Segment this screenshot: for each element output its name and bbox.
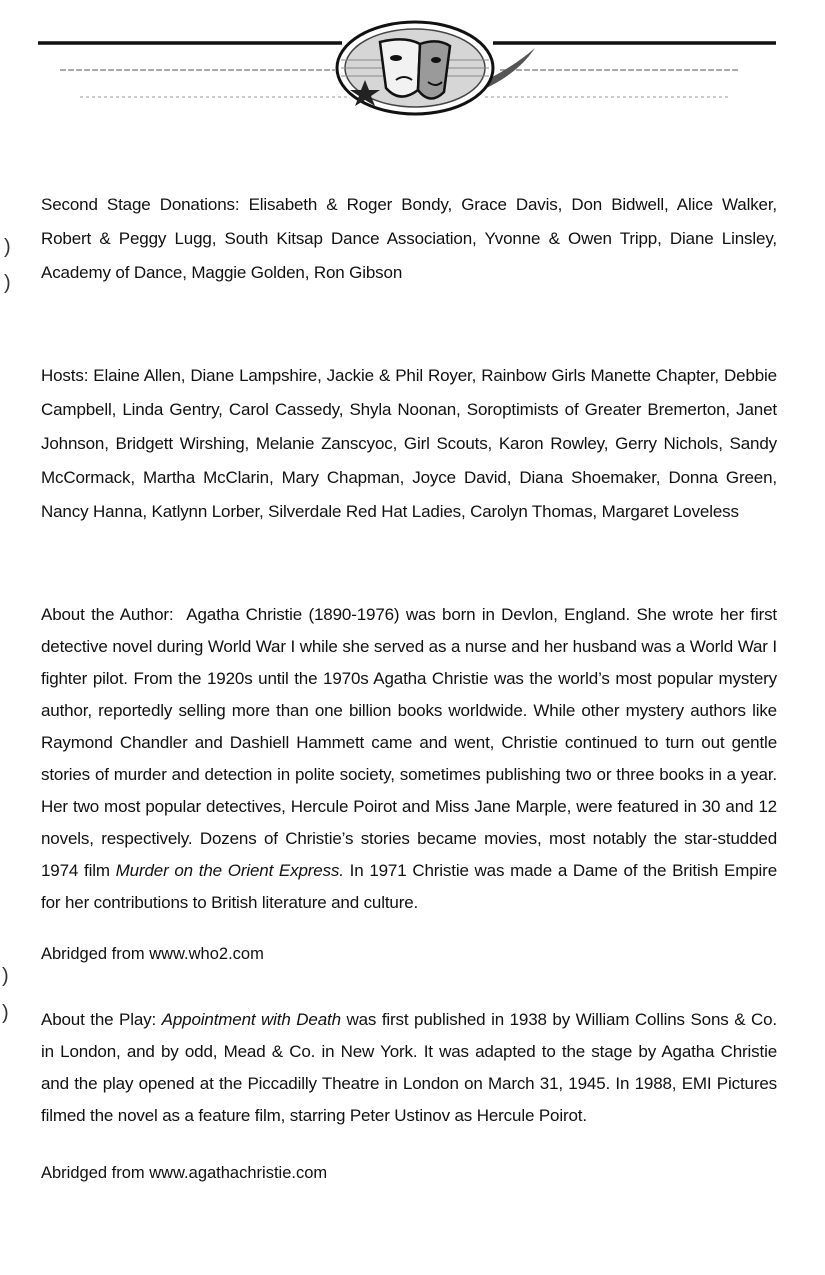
- margin-mark: ): [2, 1002, 9, 1024]
- hosts-paragraph: [41, 359, 777, 529]
- margin-mark: ): [2, 965, 9, 987]
- author-label: About the Author:: [41, 605, 174, 624]
- author-source: Abridged from www.who2.com: [41, 945, 264, 963]
- hosts-text: Elaine Allen, Diane Lampshire, Jackie & Phil Royer, Rainbow Girls Manette Chapter, Debbie Campbell, Linda Gentry, Carol Cassedy, Shyla Noonan, Soroptimists of Greater Bremerton, Janet Johnson, Bridgett Wirshing, Melanie Zanscyoc, Girl Scouts, Karon Rowley, Gerry Nichols, Sandy McCormack, Martha McClarin, Mary Chapman, Joyce David, Diana Shoemaker, Donna Green, Nancy Hanna, Katlynn Lorber, Silverdale Red Hat Ladies, Carolyn Thomas, Margaret Loveless: [41, 366, 777, 521]
- author-name: Agatha Christie: [186, 605, 303, 624]
- donations-paragraph: [41, 188, 777, 290]
- play-label: About the Play:: [41, 1010, 157, 1029]
- margin-mark: ): [4, 236, 11, 258]
- film-title: Murder on the Orient Express.: [115, 861, 344, 880]
- play-paragraph: [41, 1004, 777, 1132]
- donations-label: Second Stage Donations:: [41, 195, 240, 214]
- author-paragraph: [41, 599, 777, 919]
- play-text: was first published in 1938 by William Collins Sons & Co. in London, and by odd, Mead & Co. in New York. It was adapted to the stage by Agatha Christie and the play opened at the Piccadilly Theatre in London on March 31, 1945. In 1988, EMI Pictures filmed the novel as a feature film, starring Peter Ustinov as Hercule Poirot.: [41, 1010, 777, 1125]
- play-source: Abridged from www.agathachristie.com: [41, 1164, 328, 1182]
- theater-masks-emblem-icon: [0, 0, 825, 125]
- hosts-label: Hosts:: [41, 366, 89, 385]
- author-text-2: In 1971 Christie was made a Dame of the British Empire for her contributions to British literature and culture.: [41, 861, 777, 912]
- margin-mark: ): [4, 272, 11, 294]
- donations-text: Elisabeth & Roger Bondy, Grace Davis, Don Bidwell, Alice Walker, Robert & Peggy Lugg, South Kitsap Dance Association, Yvonne & Owen Tripp, Diane Linsley, Academy of Dance, Maggie Golden, Ron Gibson: [41, 195, 777, 282]
- play-title: Appointment with Death: [161, 1010, 341, 1029]
- author-text-1: (1890-1976) was born in Devlon, England. She wrote her first detective novel during World War I while she served as a nurse and her husband was a World War I fighter pilot. From the 1920s until the 1970s Agatha Christie was the world’s most popular mystery author, reportedly selling more than one billion books worldwide. While other mystery authors like Raymond Chandler and Dashiell Hammett came and went, Christie continued to turn out gentle stories of murder and detection in polite society, sometimes publishing two or three books in a year. Her two most popular detectives, Hercule Poirot and Miss Jane Marple, were featured in 30 and 12 novels, respectively. Dozens of Christie’s stories became movies, most notably the star-studded 1974 film: [41, 605, 778, 880]
